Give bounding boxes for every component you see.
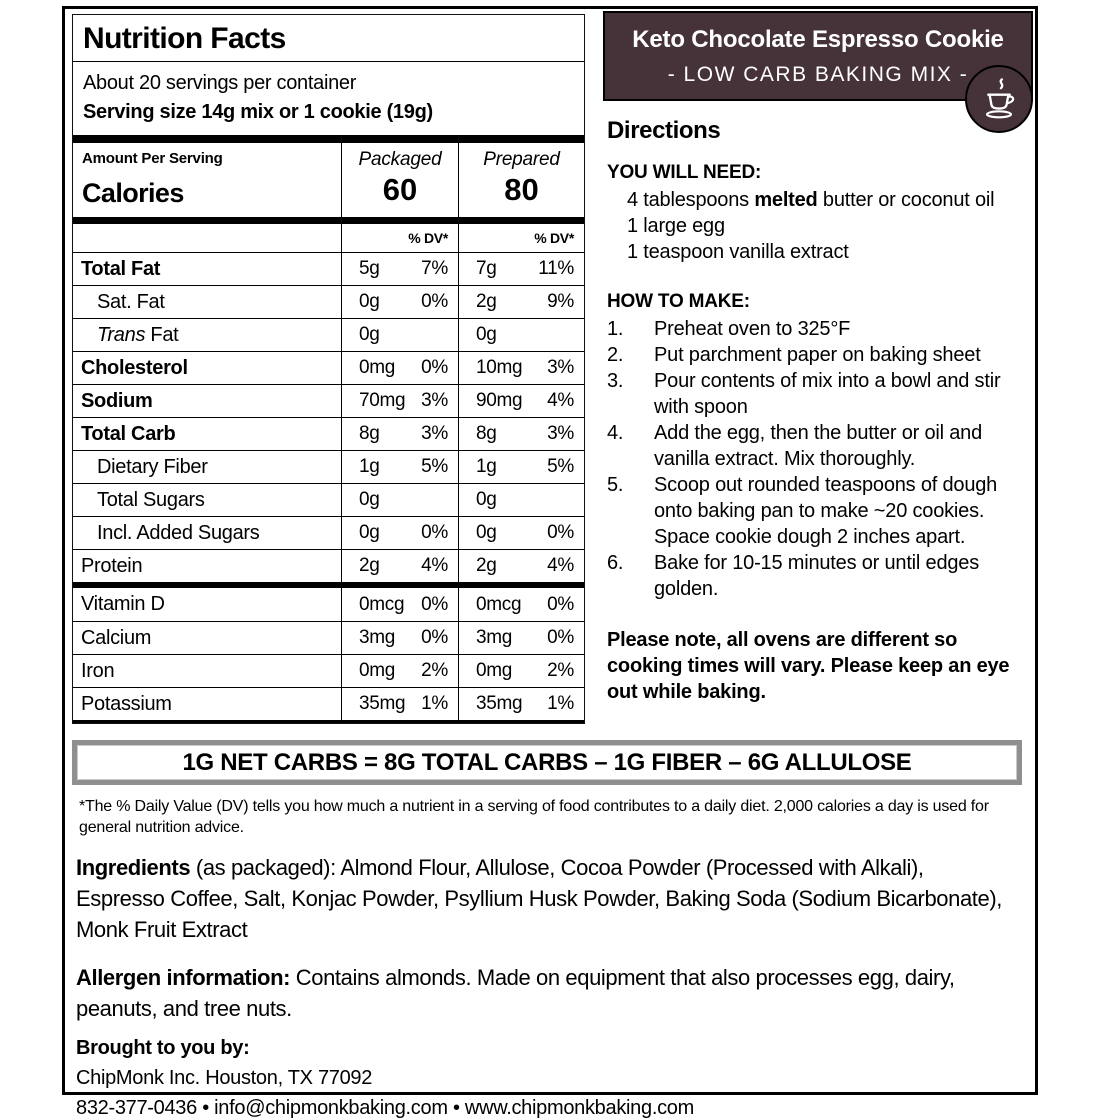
dv-value: 1% [547,693,574,714]
allergen-text: Contains almonds. Made on equipment that also processes egg, dairy, peanuts, and tree nuts. [76,965,955,1021]
amount-value: 35mg [476,693,523,714]
amount-value: 2g [476,555,497,576]
packaged-column-name: Packaged [358,149,442,170]
nutrient-label-text: Fat [145,323,179,346]
nutrient-label-text: Cholesterol [81,356,188,379]
directions-section [607,117,1035,705]
dv-value: 5% [421,456,448,477]
nutrient-label [73,456,341,479]
amount-value: 90mg [476,390,523,411]
dv-value: 0% [421,522,448,543]
dv-value: 0% [421,357,448,378]
packaged-value-cell [341,319,458,351]
step-item [607,342,1035,368]
panel-bottom-rule [73,720,584,723]
packaged-column-header [341,143,458,217]
dv-value: 4% [547,555,574,576]
prepared-value-cell [458,655,584,687]
step-item [607,316,1035,342]
step-text: Scoop out rounded teaspoons of dough onto baking pan to make ~20 cookies. Space cookie dough 2 inches apart. [654,474,998,548]
amount-value: 0g [359,324,380,345]
nutrient-label-text: Total Fat [81,257,161,280]
step-number: 6. [607,552,624,574]
nutrient-row [73,549,584,582]
how-to-make-heading: HOW TO MAKE: [607,291,750,312]
need-item-text: butter or coconut oil [817,189,995,211]
nutrient-label-text: Vitamin D [81,593,165,615]
prepared-value-cell [458,688,584,720]
amount-value: 0g [359,489,380,510]
nutrient-row [73,417,584,450]
nutrient-label-text: Sat. Fat [97,290,165,313]
amount-value: 0mg [359,357,396,378]
product-subtitle: - LOW CARB BAKING MIX - [667,63,969,86]
how-to-make-steps [607,316,1035,602]
step-item [607,420,1035,472]
prepared-column-header [458,143,584,217]
dv-value: 2% [421,660,448,681]
servings-per-container: About 20 servings per container [83,72,357,94]
dv-value: 3% [421,423,448,444]
dv-value: 0% [547,522,574,543]
nutrient-label-text: Total Sugars [97,488,205,511]
nutrient-rows [73,252,584,582]
dv-value: 2% [547,660,574,681]
nutrient-label [73,357,341,380]
nutrient-label [73,660,341,683]
step-number: 3. [607,370,624,392]
dv-value: 0% [421,291,448,312]
nutrient-label [73,423,341,446]
dv-value: 3% [547,423,574,444]
amount-value: 0g [359,522,380,543]
nutrient-label [73,555,341,578]
ingredients-statement [76,852,1010,945]
dv-value: 1% [421,693,448,714]
amount-value: 0g [476,324,497,345]
amount-value: 0g [476,522,497,543]
dv-value: 3% [547,357,574,378]
packaged-value-cell [341,517,458,549]
dv-value: 4% [421,555,448,576]
prepared-value-cell [458,451,584,483]
nutrient-row [73,483,584,516]
directions-heading: Directions [607,117,721,144]
amount-value: 10mg [476,357,523,378]
nutrient-label [73,390,341,413]
step-number: 5. [607,474,624,496]
prepared-calories-value: 80 [504,172,539,207]
prepared-value-cell [458,484,584,516]
dv-value: 0% [421,593,448,615]
amount-value: 0g [476,489,497,510]
nutrient-label-italic: Trans [97,323,146,346]
packaged-value-cell [341,286,458,318]
packaged-value-cell [341,588,458,621]
prepared-value-cell [458,352,584,384]
amount-value: 0mg [359,660,396,681]
amount-value: 0mcg [359,593,405,615]
dv-value: 5% [547,456,574,477]
label-frame [62,6,1038,1119]
amount-value: 0g [359,291,380,312]
nutrient-label [73,522,341,545]
need-item [627,239,1035,265]
company-address: ChipMonk Inc. Houston, TX 77092 [76,1067,373,1089]
nutrient-label-text: Dietary Fiber [97,455,208,478]
dv-value: 0% [547,627,574,648]
nutrient-label [73,627,341,650]
amount-value: 70mg [359,390,406,411]
need-item-text: 1 large egg [627,215,725,237]
amount-value: 5g [359,258,380,279]
nutrient-row [73,384,584,417]
step-text: Bake for 10-15 minutes or until edges golden. [654,552,980,600]
step-text: Add the egg, then the butter or oil and vanilla extract. Mix thoroughly. [654,422,983,470]
thick-rule [73,135,584,143]
thick-rule [73,217,584,224]
nutrient-row [73,351,584,384]
packaged-value-cell [341,550,458,582]
nutrient-label-text: Calcium [81,626,152,649]
bottom-section [76,796,1010,1120]
amount-value: 3mg [359,627,396,648]
coffee-badge [965,65,1033,133]
need-item-bold: melted [754,189,818,211]
prepared-dv-header: % DV* [458,224,584,252]
nutrition-facts-title: Nutrition Facts [73,15,584,62]
you-will-need-list [627,187,1035,265]
prepared-value-cell [458,286,584,318]
nutrient-row [73,654,584,687]
amount-value: 0mg [476,660,513,681]
nutrient-label [73,291,341,314]
step-number: 2. [607,344,624,366]
dv-value: 0% [421,627,448,648]
amount-value: 7g [476,258,497,279]
ingredients-label: Ingredients [76,855,191,880]
nutrient-label [73,593,341,616]
prepared-value-cell [458,517,584,549]
amount-value: 0mcg [476,593,522,615]
prepared-value-cell [458,385,584,417]
packaged-value-cell [341,655,458,687]
nutrient-row [73,318,584,351]
need-item [627,213,1035,239]
step-item [607,550,1035,602]
serving-info [73,62,584,135]
product-title: Keto Chocolate Espresso Cookie [632,26,1004,53]
brought-to-you-by: Brought to you by: [76,1037,250,1059]
step-item [607,472,1035,550]
nutrient-row [73,687,584,720]
allergen-statement [76,962,1010,1024]
nutrient-row [73,516,584,549]
packaged-value-cell [341,352,458,384]
nutrient-label-text: Total Carb [81,422,176,445]
packaged-value-cell [341,418,458,450]
nutrient-label-text: Sodium [81,389,153,412]
nutrition-facts-panel [72,14,585,724]
packaged-value-cell [341,385,458,417]
need-item-text: 4 tablespoons [627,189,755,211]
nutrient-row [73,252,584,285]
nutrient-label [73,489,341,512]
nutrient-label [73,258,341,281]
calories-label: Calories [82,178,184,208]
nutrient-row [73,588,584,621]
prepared-value-cell [458,622,584,654]
packaged-calories-value: 60 [382,172,418,207]
dv-value: 3% [421,390,448,411]
prepared-value-cell [458,550,584,582]
packaged-value-cell [341,253,458,285]
net-carbs-text: 1G NET CARBS = 8G TOTAL CARBS – 1G FIBER – 6G ALLULOSE [182,748,912,776]
nutrient-label [73,693,341,716]
dv-value: 9% [547,291,574,312]
nutrient-row [73,621,584,654]
nutrient-row [73,285,584,318]
prepared-column-name: Prepared [483,149,560,170]
packaged-value-cell [341,451,458,483]
oven-note: Please note, all ovens are different so cooking times will vary. Please keep an eye out while baking. [607,629,1010,703]
amount-value: 8g [359,423,380,444]
nutrient-label-text: Incl. Added Sugars [97,521,260,544]
step-item [607,368,1035,420]
amount-per-serving-label: Amount Per Serving [82,150,223,167]
amount-value: 3mg [476,627,513,648]
contact-line: 832-377-0436 • info@chipmonkbaking.com • www.chipmonkbaking.com [76,1097,694,1119]
serving-size: Serving size 14g mix or 1 cookie (19g) [83,101,433,123]
step-number: 1. [607,318,624,340]
dv-value: 4% [547,390,574,411]
vitamin-rows [73,588,584,720]
prepared-value-cell [458,253,584,285]
coffee-cup-icon [976,76,1022,122]
amount-value: 1g [476,456,497,477]
prepared-value-cell [458,588,584,621]
dv-value: 0% [547,593,574,615]
need-item-text: 1 teaspoon vanilla extract [627,241,849,263]
packaged-value-cell [341,622,458,654]
nutrient-label-text: Protein [81,554,143,577]
step-text: Put parchment paper on baking sheet [654,344,981,366]
prepared-value-cell [458,319,584,351]
prepared-value-cell [458,418,584,450]
amount-value: 8g [476,423,497,444]
net-carbs-banner [72,740,1022,785]
amount-value: 2g [359,555,380,576]
amount-value: 35mg [359,693,406,714]
dv-value: 7% [421,258,448,279]
allergen-label: Allergen information: [76,965,291,990]
packaged-dv-header: % DV* [341,224,458,252]
calories-cell [73,143,341,217]
calories-row [73,143,584,217]
nutrient-label [73,324,341,347]
step-number: 4. [607,422,624,444]
step-text: Pour contents of mix into a bowl and stir with spoon [654,370,1001,418]
ingredients-text: (as packaged): Almond Flour, Allulose, Cocoa Powder (Processed with Alkali), Espresso Coffee, Salt, Konjac Powder, Psyllium Husk Powder, Baking Soda (Sodium Bicarbonate), Monk Fruit Extract [76,855,1002,942]
dv-value: 11% [538,258,574,279]
nutrient-row [73,450,584,483]
step-text: Preheat oven to 325°F [654,318,851,340]
packaged-value-cell [341,484,458,516]
daily-value-header-row [73,224,584,252]
need-item [627,187,1035,213]
nutrient-label-text: Potassium [81,692,172,715]
amount-value: 1g [359,456,380,477]
daily-value-footnote: *The % Daily Value (DV) tells you how much a nutrient in a serving of food contributes to a daily diet. 2,000 calories a day is used for general nutrition advice. [79,798,989,836]
amount-value: 2g [476,291,497,312]
nutrient-label-text: Iron [81,659,115,682]
packaged-value-cell [341,688,458,720]
you-will-need-heading: YOU WILL NEED: [607,162,762,183]
